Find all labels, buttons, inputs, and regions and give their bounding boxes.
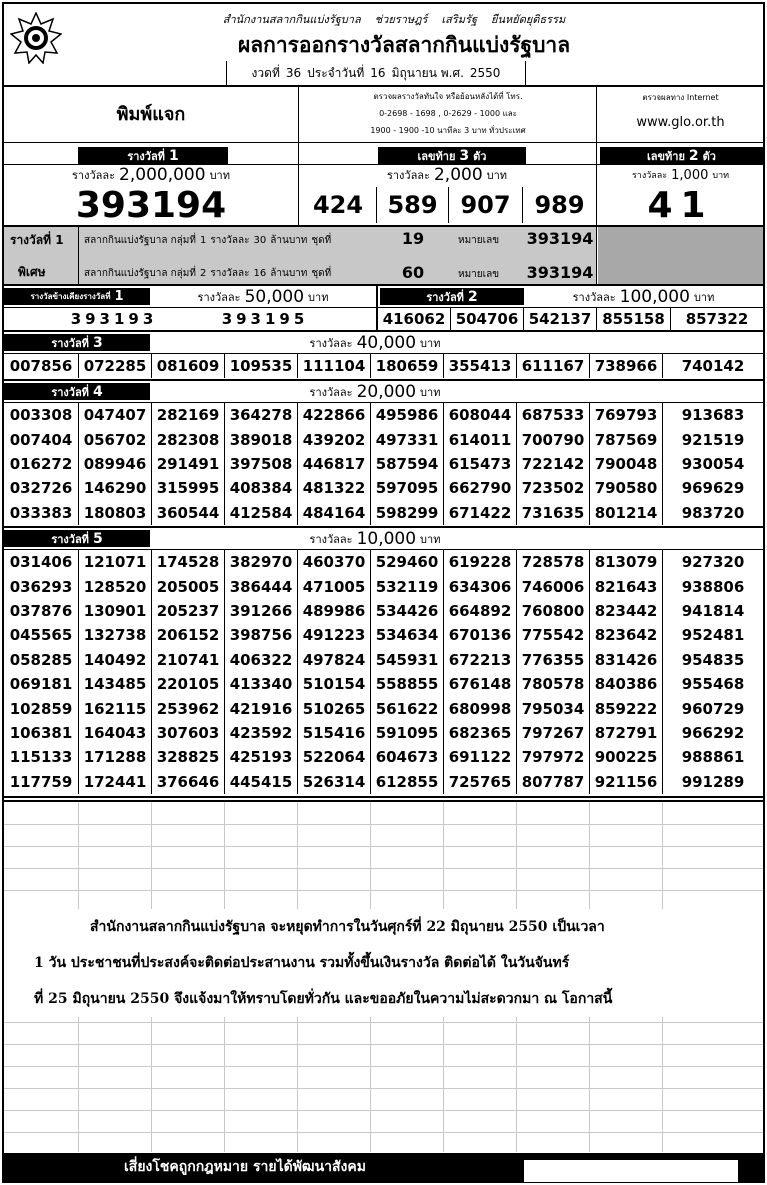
- special-group-num: 1: [200, 234, 207, 246]
- prize5-number: 954835: [662, 648, 763, 672]
- prize5-number: 115133: [9, 748, 73, 767]
- phone-line-3: 1900 - 1900 -10 นาทีละ 3 บาท ทั่วประเทศ: [370, 126, 526, 135]
- prize4-number: 587594: [370, 452, 443, 476]
- prize5-number: 670136: [443, 623, 516, 647]
- last3-amount-label: รางวัลละ: [386, 169, 430, 182]
- prize5-number: 307603: [151, 721, 224, 745]
- special-set-number: 60: [401, 262, 425, 282]
- prize5-number: 823642: [589, 623, 662, 647]
- prize2-number: 416062: [382, 310, 446, 328]
- prize5-number: 172441: [78, 770, 151, 794]
- prize5-number: 220105: [151, 672, 224, 696]
- prize3-number: 081609: [151, 354, 224, 378]
- special-prize-unit: ล้านบาท: [270, 267, 308, 279]
- prize4-number: 722142: [516, 452, 589, 476]
- header-agency-line: [124, 10, 664, 28]
- special-label-text: รางวัลที่ 1: [10, 232, 64, 247]
- prize3-number: 180659: [370, 354, 443, 378]
- last2-amount-value: 1,000: [671, 167, 709, 183]
- prize3-amount-label: รางวัลละ: [309, 336, 353, 350]
- prize5-number: 676148: [443, 672, 516, 696]
- prize5-number: 859222: [589, 696, 662, 720]
- prize5-number: 210741: [151, 648, 224, 672]
- prize5-number: 391266: [224, 599, 297, 623]
- prize5-number: 664892: [443, 599, 516, 623]
- special-prize-text: รางวัลละ: [210, 234, 250, 246]
- emblem-icon: [10, 12, 62, 64]
- prize4-number: 597095: [370, 476, 443, 500]
- prize5-number: 425193: [224, 745, 297, 769]
- prize4-number: 032726: [9, 479, 73, 498]
- prize4-number: 731635: [516, 501, 589, 525]
- internet-label: ตรวจผลทาง Internet: [642, 92, 719, 102]
- prize5-number: 680998: [443, 696, 516, 720]
- prize4-number: 282308: [151, 427, 224, 451]
- prize3-rank: 3: [92, 334, 103, 351]
- prize5-number: 927320: [662, 550, 763, 574]
- special-row-1: [84, 230, 331, 250]
- last3-number: 989: [522, 187, 596, 223]
- special-set-label: ชุดที่: [311, 234, 332, 246]
- prize5-amount-value: 10,000: [356, 528, 417, 549]
- prize5-number: 471005: [297, 574, 370, 598]
- prize5-number: 045565: [9, 626, 73, 645]
- special-set-number: 19: [401, 228, 425, 248]
- last2-label-suffix: ตัว: [702, 149, 716, 163]
- prize5-number: 780578: [516, 672, 589, 696]
- print-label: พิมพ์แจก: [116, 103, 186, 125]
- prize1-label: รางวัลที่: [127, 149, 165, 163]
- phone-line-1: ตรวจผลรางวัลทันใจ หรือย้อนหลังได้ที่ โทร.: [373, 92, 523, 101]
- prize4-amount: [150, 381, 600, 402]
- prize5-number: 031406: [9, 553, 73, 572]
- prize5-number: 813079: [589, 550, 662, 574]
- prize5-number: 760800: [516, 599, 589, 623]
- prize2-amount-value: 100,000: [619, 286, 690, 307]
- last2-number: 41: [647, 184, 714, 226]
- special-prize-label-1: [10, 230, 64, 250]
- prize3-number: 007856: [9, 357, 73, 376]
- prize5-number: 591095: [370, 721, 443, 745]
- prize4-grid: [4, 403, 763, 525]
- header-slogan-1: ช่วยราษฎร์: [374, 13, 428, 26]
- prize4-number: 921519: [662, 427, 763, 451]
- prize2-number: 857322: [670, 308, 763, 330]
- last3-amount: [298, 164, 596, 186]
- prize5-number: 058285: [9, 650, 73, 669]
- near-prize1-number: 393193: [70, 310, 158, 328]
- prize4-number: 790580: [589, 476, 662, 500]
- prize5-number: 691122: [443, 745, 516, 769]
- last2-header: [600, 147, 763, 164]
- prize4-number: 700790: [516, 427, 589, 451]
- prize3-amount: [150, 332, 600, 353]
- blank-grid-line: [4, 890, 763, 891]
- prize5-number: 921156: [589, 770, 662, 794]
- prize5-number: 102859: [9, 699, 73, 718]
- blank-grid-line: [4, 846, 763, 847]
- blank-grid-line: [4, 1110, 763, 1111]
- prize5-number: 036293: [9, 577, 73, 596]
- date-label: ประจำวันที่: [307, 65, 365, 80]
- prize5-amount-label: รางวัลละ: [309, 532, 353, 546]
- prize5-number: 797267: [516, 721, 589, 745]
- prize5-number: 840386: [589, 672, 662, 696]
- prize4-rank: 4: [92, 383, 103, 400]
- prize2-number: 504706: [450, 308, 523, 330]
- prize5-number: 445415: [224, 770, 297, 794]
- prize5-number: 510154: [297, 672, 370, 696]
- prize4-number: 769793: [589, 403, 662, 427]
- prize5-number: 534634: [370, 623, 443, 647]
- prize5-number: 162115: [78, 696, 151, 720]
- prize2-unit: บาท: [693, 290, 715, 304]
- special-number-label: หมายเลข: [458, 268, 500, 280]
- prize4-number: 614011: [443, 427, 516, 451]
- prize4-number: 016272: [9, 454, 73, 473]
- lottery-result-sheet: [2, 2, 765, 1183]
- prize3-number: 072285: [78, 354, 151, 378]
- notice-text: [4, 909, 763, 1017]
- prize5-number: 497824: [297, 648, 370, 672]
- special-group-text: สลากกินแบ่งรัฐบาล กลุ่มที่: [84, 234, 196, 246]
- near-prize1-amount: [150, 286, 376, 307]
- special-number: 393194: [526, 228, 594, 248]
- footer-slogan: เสี่ยงโชคถูกกฎหมาย รายได้พัฒนาสังคม: [124, 1159, 366, 1175]
- prize5-number: 206152: [151, 623, 224, 647]
- prize5-number: 900225: [589, 745, 662, 769]
- blank-grid-line: [4, 1132, 763, 1133]
- special-prize-value: 16: [253, 267, 267, 279]
- prize5-number: 140492: [78, 648, 151, 672]
- prize2-number: 542137: [523, 308, 596, 330]
- prize2-number: 855158: [596, 308, 670, 330]
- prize5-number: 619228: [443, 550, 516, 574]
- draw-month-year: มิถุนายน พ.ศ.: [391, 65, 464, 80]
- prize3-number: 111104: [297, 354, 370, 378]
- blank-grid-line: [4, 1044, 763, 1045]
- prize4-number: 180803: [78, 501, 151, 525]
- prize5-number: 121071: [78, 550, 151, 574]
- prize4-number: 484164: [297, 501, 370, 525]
- last3-header: [378, 147, 526, 164]
- prize5-number: 795034: [516, 696, 589, 720]
- prize4-number: 089946: [78, 452, 151, 476]
- prize5-number: 128520: [78, 574, 151, 598]
- last3-unit: บาท: [486, 169, 508, 182]
- prize5-label: รางวัลที่: [51, 532, 89, 546]
- prize5-number: 174528: [151, 550, 224, 574]
- last2-unit: บาท: [712, 171, 730, 181]
- notice-line-3: ที่ 25 มิถุนายน 2550 จึงแจ้งมาให้ทราบโดยทั่วกัน และขออภัยในความไม่สะดวกมา ณ โอกาสนี้: [34, 991, 613, 1007]
- prize5-number: 460370: [297, 550, 370, 574]
- prize5-number: 534426: [370, 599, 443, 623]
- prize4-number: 360544: [151, 501, 224, 525]
- prize4-number: 315995: [151, 476, 224, 500]
- prize4-number: 146290: [78, 476, 151, 500]
- header-agency-text: สำนักงานสลากกินแบ่งรัฐบาล: [222, 13, 361, 26]
- notice-line-2: 1 วัน ประชาชนที่ประสงค์จะติดต่อประสานงาน รวมทั้งขึ้นเงินรางวัล ติดต่อได้ ในวันจันทร์: [34, 955, 570, 971]
- prize5-number: 776355: [516, 648, 589, 672]
- prize3-number: 740142: [662, 354, 763, 378]
- special-prize-value: 30: [253, 234, 267, 246]
- prize5-number: 382970: [224, 550, 297, 574]
- prize4-number: 481322: [297, 476, 370, 500]
- near1-amount-label: รางวัลละ: [197, 290, 241, 304]
- prize4-label: รางวัลที่: [51, 385, 89, 399]
- prize5-number: 205005: [151, 574, 224, 598]
- special-group-text: สลากกินแบ่งรัฐบาล กลุ่มที่: [84, 267, 196, 279]
- draw-day: 16: [370, 66, 386, 80]
- prize4-number: 930054: [662, 452, 763, 476]
- draw-label: งวดที่: [251, 65, 280, 80]
- prize4-number: 723502: [516, 476, 589, 500]
- draw-date-box: [226, 61, 526, 85]
- prize5-number: 807787: [516, 770, 589, 794]
- prize5-number: 775542: [516, 623, 589, 647]
- draw-number: 36: [285, 66, 302, 80]
- prize5-number: 037876: [9, 601, 73, 620]
- prize5-number: 171288: [78, 745, 151, 769]
- special-group-num: 2: [200, 267, 207, 279]
- prize4-number: 047407: [78, 403, 151, 427]
- near1-amount-value: 50,000: [244, 286, 305, 307]
- prize4-number: 787569: [589, 427, 662, 451]
- prize5-number: 106381: [9, 723, 73, 742]
- prize3-grid: [4, 354, 763, 378]
- prize4-number: 671422: [443, 501, 516, 525]
- prize5-number: 132738: [78, 623, 151, 647]
- prize4-number: 408384: [224, 476, 297, 500]
- prize5-number: 117759: [9, 772, 73, 791]
- prize2-header: [380, 288, 524, 305]
- special-prize-label-2: พิเศษ: [18, 264, 46, 279]
- prize4-number: 983720: [662, 501, 763, 525]
- last3-digits: 3: [459, 147, 470, 164]
- prize5-number: 941814: [662, 599, 763, 623]
- prize4-number: 446817: [297, 452, 370, 476]
- notice-line-1: สำนักงานสลากกินแบ่งรัฐบาล จะหยุดทำการในวันศุกร์ที่ 22 มิถุนายน 2550 เป็นเวลา: [90, 919, 605, 935]
- prize5-number: 386444: [224, 574, 297, 598]
- prize5-number: 423592: [224, 721, 297, 745]
- special-number-label: หมายเลข: [458, 234, 500, 246]
- prize5-number: 872791: [589, 721, 662, 745]
- prize5-unit: บาท: [420, 532, 441, 546]
- prize3-number: 355413: [443, 354, 516, 378]
- prize4-number: 598299: [370, 501, 443, 525]
- prize4-number: 291491: [151, 452, 224, 476]
- prize4-number: 439202: [297, 427, 370, 451]
- blank-grid-line: [4, 1022, 763, 1023]
- special-prize-blank: [598, 227, 763, 284]
- prize4-number: 608044: [443, 403, 516, 427]
- prize1-amount-label: รางวัลละ: [72, 169, 116, 182]
- prize5-number: 515416: [297, 721, 370, 745]
- near1-label: รางวัลข้างเคียงรางวัลที่: [30, 292, 111, 301]
- prize5-number: 529460: [370, 550, 443, 574]
- prize5-rank: 5: [92, 530, 103, 547]
- website-link[interactable]: www.glo.or.th: [636, 114, 725, 130]
- prize5-number: 960729: [662, 696, 763, 720]
- prize4-unit: บาท: [420, 385, 441, 399]
- prize3-number: 738966: [589, 354, 662, 378]
- prize5-header: [4, 530, 150, 547]
- prize5-number: 130901: [78, 599, 151, 623]
- prize5-number: 831426: [589, 648, 662, 672]
- blank-grid-line: [4, 868, 763, 869]
- page-title: ผลการออกรางวัลสลากกินแบ่งรัฐบาล: [237, 31, 571, 57]
- prize4-number: 007404: [9, 430, 73, 449]
- special-prize-text: รางวัลละ: [210, 267, 250, 279]
- prize2-rank: 2: [467, 288, 478, 305]
- prize5-number: 413340: [224, 672, 297, 696]
- prize5-number: 143485: [78, 672, 151, 696]
- near-prize1-number: 393195: [221, 310, 309, 328]
- near1-rank: 1: [114, 289, 124, 304]
- prize5-number: 672213: [443, 648, 516, 672]
- prize2-amount-label: รางวัลละ: [572, 290, 616, 304]
- prize1-amount-value: 2,000,000: [119, 165, 206, 185]
- prize5-number: 491223: [297, 623, 370, 647]
- last3-amount-value: 2,000: [433, 165, 483, 185]
- prize5-number: 561622: [370, 696, 443, 720]
- prize3-amount-value: 40,000: [356, 332, 417, 353]
- prize5-number: 526314: [297, 770, 370, 794]
- prize5-number: 821643: [589, 574, 662, 598]
- prize5-number: 682365: [443, 721, 516, 745]
- prize4-number: 615473: [443, 452, 516, 476]
- special-number: 393194: [526, 262, 594, 282]
- last2-digits: 2: [688, 147, 699, 164]
- prize5-number: 955468: [662, 672, 763, 696]
- prize4-number: 422866: [297, 403, 370, 427]
- prize2-label: รางวัลที่: [426, 290, 464, 304]
- last3-number: 424: [312, 191, 364, 219]
- phone-line-2: 0-2698 - 1698 , 0-2629 - 1000 และ: [379, 109, 517, 118]
- last3-number: 589: [376, 187, 448, 223]
- prize3-header: [4, 334, 150, 351]
- prize4-number: 801214: [589, 501, 662, 525]
- last3-number: 907: [448, 187, 522, 223]
- prize5-number: 952481: [662, 623, 763, 647]
- prize4-number: 790048: [589, 452, 662, 476]
- prize5-number: 532119: [370, 574, 443, 598]
- prize5-number: 797972: [516, 745, 589, 769]
- prize4-number: 003308: [9, 406, 73, 425]
- blank-grid-line: [4, 1088, 763, 1089]
- prize5-number: 406322: [224, 648, 297, 672]
- prize5-number: 510265: [297, 696, 370, 720]
- prize4-number: 389018: [224, 427, 297, 451]
- prize1-unit: บาท: [209, 169, 230, 182]
- prize3-label: รางวัลที่: [51, 336, 89, 350]
- prize4-number: 056702: [78, 427, 151, 451]
- prize5-number: 421916: [224, 696, 297, 720]
- last3-label-suffix: ตัว: [473, 149, 487, 163]
- prize5-number: 823442: [589, 599, 662, 623]
- prize5-number: 938806: [662, 574, 763, 598]
- prize5-number: 522064: [297, 745, 370, 769]
- last3-label: เลขท้าย: [417, 149, 456, 163]
- blank-grid-line: [4, 1066, 763, 1067]
- prize5-number: 988861: [662, 745, 763, 769]
- prize4-number: 969629: [662, 476, 763, 500]
- last2-amount: [598, 164, 763, 186]
- prize4-number: 913683: [662, 403, 763, 427]
- blank-grid-line: [4, 824, 763, 825]
- header-slogan-2: เสริมรัฐ: [441, 13, 478, 26]
- draw-year: 2550: [469, 66, 501, 80]
- prize4-amount-label: รางวัลละ: [309, 385, 353, 399]
- prize5-number: 376646: [151, 770, 224, 794]
- special-set-label: ชุดที่: [311, 267, 332, 279]
- prize5-number: 069181: [9, 675, 73, 694]
- prize4-number: 033383: [9, 503, 73, 522]
- phone-info: [300, 88, 596, 142]
- near1-unit: บาท: [308, 290, 329, 304]
- prize4-number: 497331: [370, 427, 443, 451]
- prize1-header: [78, 147, 228, 164]
- last2-label: เลขท้าย: [647, 149, 685, 163]
- prize5-grid: [4, 550, 763, 794]
- prize1-amount: [4, 164, 298, 186]
- near-prize1-header: [4, 288, 150, 305]
- prize5-number: 253962: [151, 696, 224, 720]
- footer-blank-box: [524, 1160, 738, 1182]
- prize5-number: 634306: [443, 574, 516, 598]
- prize2-amount: [524, 286, 763, 307]
- prize5-number: 328825: [151, 745, 224, 769]
- prize3-number: 109535: [224, 354, 297, 378]
- prize5-number: 558855: [370, 672, 443, 696]
- prize5-number: 746006: [516, 574, 589, 598]
- prize4-number: 364278: [224, 403, 297, 427]
- prize4-number: 412584: [224, 501, 297, 525]
- prize4-number: 495986: [370, 403, 443, 427]
- prize3-number: 611167: [516, 354, 589, 378]
- prize5-number: 612855: [370, 770, 443, 794]
- prize4-number: 687533: [516, 403, 589, 427]
- prize1-rank: 1: [168, 147, 179, 164]
- prize5-number: 164043: [78, 721, 151, 745]
- prize5-number: 205237: [151, 599, 224, 623]
- special-row-2: [84, 263, 331, 283]
- special-prize-unit: ล้านบาท: [270, 234, 308, 246]
- prize4-number: 397508: [224, 452, 297, 476]
- prize5-number: 489986: [297, 599, 370, 623]
- prize5-number: 991289: [662, 770, 763, 794]
- prize5-number: 398756: [224, 623, 297, 647]
- prize5-number: 545931: [370, 648, 443, 672]
- header-slogan-3: ยืนหยัดยุติธรรม: [491, 13, 566, 26]
- prize4-amount-value: 20,000: [356, 381, 417, 402]
- last2-amount-label: รางวัลละ: [631, 171, 668, 181]
- prize5-number: 604673: [370, 745, 443, 769]
- prize5-amount: [150, 528, 600, 549]
- prize5-number: 725765: [443, 770, 516, 794]
- prize4-number: 282169: [151, 403, 224, 427]
- prize5-number: 966292: [662, 721, 763, 745]
- prize1-number: 393194: [75, 184, 227, 226]
- prize5-number: 728578: [516, 550, 589, 574]
- prize4-number: 662790: [443, 476, 516, 500]
- prize4-header: [4, 383, 150, 400]
- prize3-unit: บาท: [420, 336, 441, 350]
